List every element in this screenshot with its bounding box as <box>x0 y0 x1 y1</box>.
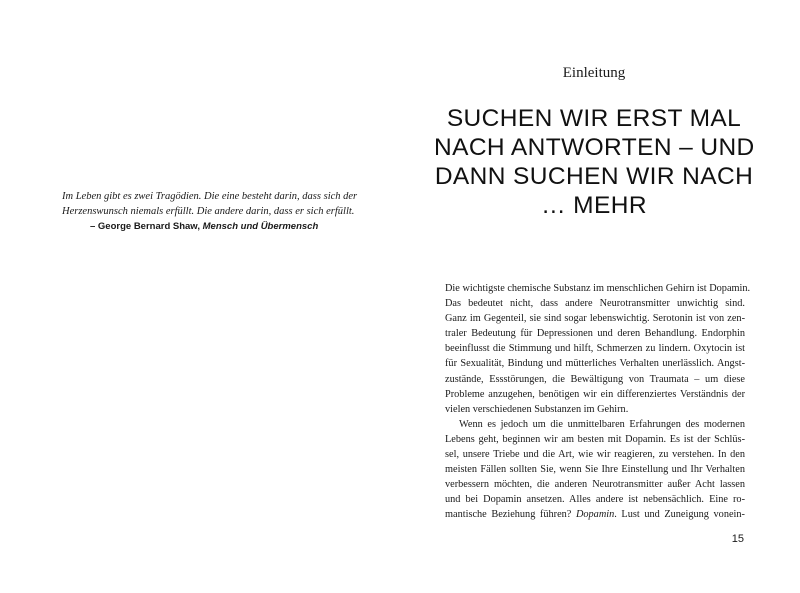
body-line: Das bedeutet nicht, dass andere Neurotransmitter unwichtig sind. <box>445 298 745 310</box>
body-line: Lebens geht, beginnen wir am besten mit Dopamin. Es ist der Schlüs- <box>445 433 745 445</box>
body-line: Probleme anzugehen, benötigen wir ein differenziertes Verständnis der <box>445 388 745 400</box>
body-line-end: . Lust und Zuneigung vonein- <box>614 509 745 521</box>
body-line-last <box>445 507 745 522</box>
epigraph-quote-line: Im Leben gibt es zwei Tragödien. Die eine besteht darin, dass sich der <box>62 191 358 202</box>
body-line: traler Bedeutung für Depressionen und deren Behandlung. Endorphin <box>445 328 745 340</box>
body-line: Die wichtigste chemische Substanz im menschlichen Gehirn ist Dopamin. <box>445 283 751 294</box>
body-line: Wenn es jedoch um die unmittelbaren Erfahrungen des modernen <box>459 418 745 430</box>
body-emphasis: Dopamin <box>575 509 615 521</box>
epigraph-quote <box>62 190 372 219</box>
epigraph-quote-line: Herzenswunsch niemals erfüllt. Die andere darin, dass er sich erfüllt. <box>62 205 355 217</box>
body-line: sel, unsere Triebe und die Art, wie wir reagieren, zu verstehen. In den <box>445 449 745 461</box>
chapter-title-line: SUCHEN WIR ERST MAL <box>446 105 742 132</box>
body-line: meisten Fällen sollten Sie, wenn Sie Ihre Einstellung und Ihr Verhalten <box>445 464 745 476</box>
body-line: zustände, Essstörungen, die Bewältigung von Traumata – um diese <box>445 373 745 385</box>
epigraph <box>62 190 372 234</box>
body-text <box>445 281 751 523</box>
attribution-author: – George Bernard Shaw, <box>90 221 203 232</box>
chapter-label: Einleitung <box>562 65 626 81</box>
body-line: verbessern möchten, die anderen Neurotransmitter außer Acht lassen <box>445 479 745 491</box>
right-page <box>400 0 800 593</box>
epigraph-attribution <box>90 220 372 234</box>
body-line: Ganz im Gegenteil, sie sind sogar lebenswichtig. Serotonin ist von zen- <box>445 313 745 325</box>
page-number: 15 <box>731 533 744 545</box>
chapter-title-line: DANN SUCHEN WIR NACH <box>434 163 754 190</box>
body-line: beeinflusst die Stimmung und hilft, Schmerzen zu lindern. Oxytocin ist <box>445 343 745 355</box>
body-line: für Sexualität, Bindung und mütterliches Verhalten unerlässlich. Angst- <box>445 358 745 370</box>
chapter-title-line: NACH ANTWORTEN – UND <box>434 134 755 161</box>
body-line: vielen verschiedenen Substanzen im Gehirn. <box>445 403 629 415</box>
chapter-title <box>434 104 754 220</box>
chapter-title-line: … MEHR <box>541 192 647 219</box>
body-line: und bei Dopamin ansetzen. Alles andere ist nebensächlich. Eine ro- <box>445 494 745 506</box>
body-line-start: mantische Beziehung führen? <box>445 509 576 521</box>
attribution-work: Mensch und Übermensch <box>202 221 319 232</box>
